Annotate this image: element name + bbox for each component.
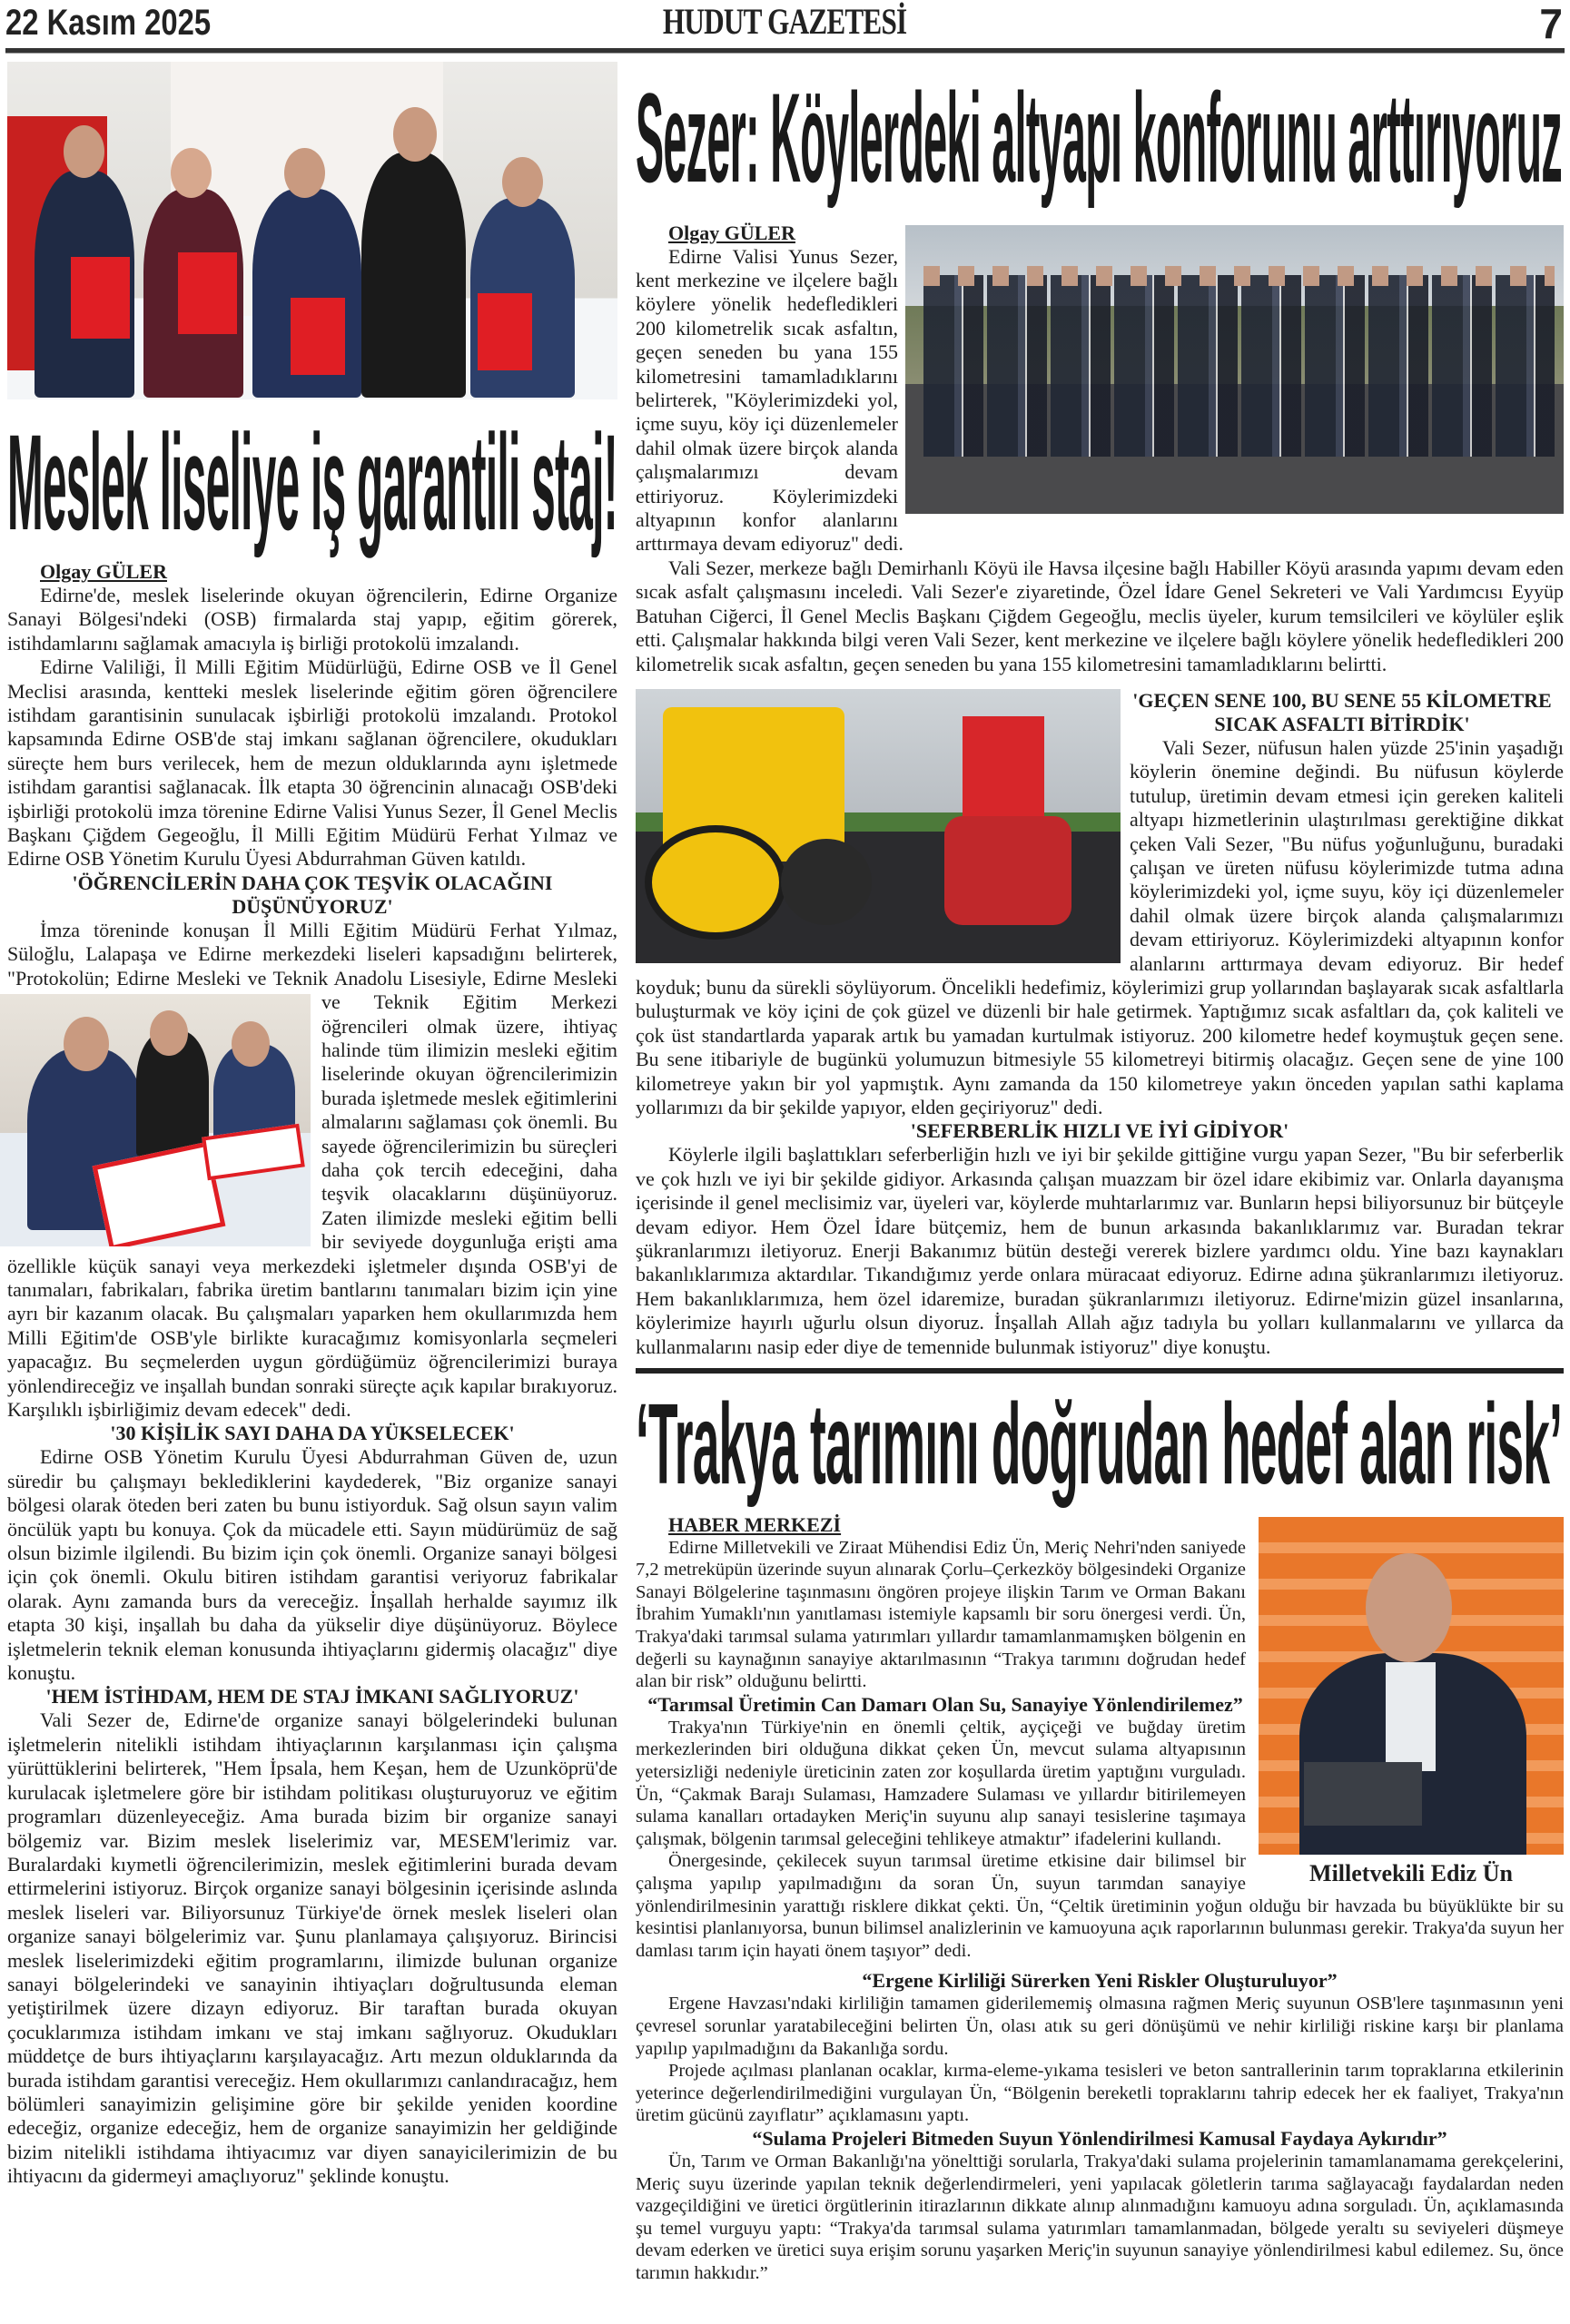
paragraph: Edirne Milletvekili ve Ziraat Mühendisi Ediz Ün, Meriç Nehri'nden saniyede 7,2 metreküpün üzerinde suyun alınarak Çorlu–Çerkezköy bölgesindeki Organize Sanayi Bölgelerine taşınmasını öngören projeye ilişkin Tarım ve Orman Bakanı İbrahim Yumaklı'nın yanıtlaması istemiyle kapsamlı bir soru önergesi verdi. Ün, Trakya'daki tarımsal sulama yatırımları yıllardır tamamlanmamışken bölgenin en değerli su kaynağının sanayiye aktarılmasının “Trakya tarımını doğrudan hedef alan bir risk” olduğunu belirtti. [636, 1537, 1246, 1692]
article-trakya-body [636, 1513, 1564, 2285]
issue-date: 22 Kasım 2025 [5, 3, 212, 43]
paragraph: Edirne Valisi Yunus Sezer, kent merkezine ve ilçelere bağlı köylere yönelik hedefledikleri 200 kilometrelik sıcak asfaltın, geçen seneden bu yana 155 kilometresini tamamladıklarını belirterek, "Köylerimizdeki yol, içme suyu, köy içi düzenlemeler dahil olmak üzere birçok alanda çalışmalarımızı devam ettiriyoruz. Köylerimizdeki altyapının konfor alanlarını arttırmaya devam ediyoruz" dedi. [636, 244, 903, 556]
headline-trakya-text: ‘Trakya tarımını doğrudan hedef alan risk’ [636, 1380, 1562, 1509]
subheading: 'GEÇEN SENE 100, BU SENE 55 KİLOMETRE SICAK ASFALTI BİTİRDİK' [1132, 688, 1552, 735]
page-number: 7 [1539, 0, 1563, 47]
paragraph: Edirne Valiliği, İl Milli Eğitim Müdürlüğü, Edirne OSB ve İl Genel Meclisi arasında, kentteki meslek liselerinde eğitim gören öğrencilere istihdam garantisinin sunulacak işbirliği protokolü imzalandı. Protokol kapsamında Edirne OSB'de staj imkanı sağlanan öğrencilere, okudukları süreçte hem burs verilecek, hem de mezun olduklarında aynı işletmede istihdam garantisi sağlanacak. İlk etapta 30 öğrencinin alınacağı OSB'deki işbirliği protokolü imza törenine Edirne Valisi Yunus Sezer, İl Genel Meclis Başkanı Çiğdem Gegeoğlu, İl Milli Eğitim Müdürü Ferhat Yılmaz ve Edirne OSB Yönetim Kurulu Üyesi Abdurrahman Güven katıldı. [7, 655, 617, 871]
photo-ediz-un-block [1259, 1517, 1564, 1887]
headline-sezer [636, 65, 1564, 211]
headline-meslek [7, 405, 617, 560]
newspaper-name [0, 0, 1570, 44]
paragraph: Edirne'de, meslek liselerinde okuyan öğrencilerin, Edirne Organize Sanayi Bölgesi'ndeki (OSB) firmalarda staj yapıp, eğitim görerek, istihdamlarını sağlamak amacıyla iş birliği protokolü imzalandı. [7, 584, 617, 655]
subheading: “Sulama Projeleri Bitmeden Suyun Yönlendirilmesi Kamusal Faydaya Aykırıdır” [752, 2126, 1447, 2150]
subheading: 'SEFERBERLİK HIZLI VE İYİ GİDİYOR' [910, 1119, 1289, 1143]
photo-caption: Milletvekili Ediz Ün [1309, 1859, 1513, 1886]
paragraph: Trakya'nın Türkiye'nin en önemli çeltik, ayçiçeği ve buğday üretim merkezlerinden biri olduğuna dikkat çeken Ün, mevcut sulama altyapısının yetersizliği nedeniyle üreticinin zaten zor koşullarda üretim yaptığını vurguladı. Ün, “Çakmak Barajı Sulaması, Hamzadere Sulaması ve yıllardır bitirilemeyen sulama kanalları ortadayken Meriç'in suyunu alıp sanayi tesislerine taşımaya çalışmak, bölgenin tarımsal geleceğini tehlikeye atmaktır” ifadelerini kullandı. [636, 1717, 1246, 1849]
paragraph: Projede açılması planlanan ocaklar, kırma-eleme-yıkama tesisleri ve beton santrallerinin tarım topraklarına etkilerinin yeterince değerlendirilmediğini vurgulayan Ün, “Bölgenin bereketli topraklarını tahrip edecek her ek faaliyet, Trakya'nın üretim gücünü zayıflatır” açıklamasını yaptı. [636, 2061, 1564, 2126]
byline: Olgay GÜLER [668, 221, 795, 244]
right-column [636, 62, 1564, 2285]
paragraph-text: Mesleki ve Teknik Eğitim Merkezi öğrencileri olmak üzere, ihtiyaç halinde tüm ilimizin mesleki eğitim liselerinde okuyan öğrencilerimizin burada işletmede meslek eğitimlerini almalarını sağlaması çok önemli. Bu sayede öğrencilerimizin bu süreçleri daha çok tercih edeceğini, daha teşvik olacaklarını düşünüyoruz. Zaten ilimizde mesleki eğitim belli bir seviyede doygunluğa erişti ama özellikle küçük sanayi veya merkezdeki işletmeler dışında OSB'yi de tanımaları, fabrikaları, fabrika üretim bantlarını tanımaları bizim için yine ayrı bir kazanım olacak. Bu çalışmaları yaparken hem okullarımızda hem Milli Eğitim'de OSB'yle birlikte kuracağımız komisyonlarla seçmeleri yapacağız. Bu seçmelerden uygun gördüğümüz öğrencilerimizi buraya yönlendireceğiz ve inşallah bundan sonraki süreçte açık kapılar bırakıyoruz. Karşılıklı işbirliğimiz devam edecek" dedi. [7, 966, 617, 1421]
subheading: 'HEM İSTİHDAM, HEM DE STAJ İMKANI SAĞLIYORUZ' [45, 1685, 579, 1709]
paragraph: Köylerle ilgili başlattıkları seferberliğin hızlı ve iyi bir şekilde gittiğine vurgu yapan Sezer, "Bu bir seferberlik ve çok hızlı ve iyi bir şekilde gidiyor. Arkasında çalışan muazzam bir özel idare ekibimiz var. Onlarla dayanışma içerisinde il genel meclisimiz var, üyeleri var, köylerde muhtarlarımız var. Bunların hepsi biliyorsunuz bir bütçeyle devam ediyor. Hem Özel İdare bütçemiz, hem de bunun arkasında bakanlıklarımız var. Buradan tekrar şükranlarımızı iletiyoruz. Enerji Bakanımız bütün desteği vererek bizlere yardımcı oldu. Yine bazı kaynakları bakanlıklarımıza aktardılar. Tıkandığımız yerde onlara müracaat ediyoruz. Edirne adına şükranlarımızı iletiyoruz. Hem bakanlıklarımıza, hem özel idaremize, buradan şükranlarımızı iletiyoruz. Edirne'mizin güzel insanlarına, köylerimize hayırlı uğurlu olsun diyoruz. İnşallah Allah ağız tadıyla bu yolları kullanmalarını ve yıllarca da kullanmalarını nasip eder diye de temennide bulunmak istiyoruz" diye konuştu. [636, 1143, 1564, 1358]
paragraph: Vali Sezer de, Edirne'de organize sanayi bölgelerindeki bulunan işletmelerin nitelikli istihdam ihtiyaçlarının karşılanması için çalışma yürüttüklerini belirterek, "Hem İpsala, hem Keşan, hem de Uzunköprü'de kurulacak işletmelere göre bir istihdam politikası oluşturuyoruz ve eğitim programları düzenleyeceğiz. Ama burada bizim bir organize sanayi bölgemiz var. Bizim meslek liselerimiz var, MESEM'lerimiz var. Buralardaki kıymetli öğrencilerimizin, meslek eğitimlerini burada devam ettirmelerini istiyoruz. Birçok organize sanayi bölgesinin içerisinde aslında meslek liseleri var. Biliyorsunuz Türkiye'de örnek meslek liseleri olan organize sanayi bölgelerimiz var. Şunu planlamaya çalışıyoruz. Birincisi meslek liselerimizdeki eğitim programlarını, ilimizde bulunan organize sanayi bölgelerindeki ve sanayinin ihtiyaçları doğrultusunda eleman yetiştirilmek üzere dizayn ediyoruz. Bir taraftan burada okuyan çocuklarımıza istihdam imkanı ve staj imkanı sağlıyoruz. Okudukları müddetçe de burs ihtiyaçlarını karşılayacağız. Artı mezun olduklarında da burada istihdam garantisi vereceğiz. Hem okullarımızı canlandıracağız, hem bölümleri sanayimizin gelişimine göre bir şekilde yeniden koordine edeceğiz, organize edeceğiz, hem de organize sanayimizin her geldiğinde bizim nitelikli istihdama ihtiyacımız var diyen sanayicilerimizin de bu ihtiyacını da gidermeyi amaçlıyoruz" şeklinde konuştu. [7, 1709, 617, 2188]
photo-protocol-signing [0, 994, 311, 1246]
paragraph: Vali Sezer, merkeze bağlı Demirhanlı Köyü ile Havsa ilçesine bağlı Habiller Köyü arasında yapımı devam eden sıcak asfalt çalışmasını inceledi. Vali Sezer'e ziyaretinde, Özel İdare Genel Sekreteri ve Vali Yardımcısı Eyyüp Batuhan Ciğerci, İl Genel Meclis Başkanı Çiğdem Gegeoğlu, meclis üyeler, kurum temsilcileri ve köylüler eşlik etti. Çalışmalar hakkında bilgi veren Vali Sezer, kent merkezine ve ilçelere bağlı köylere yönelik hedefledikleri 200 kilometrelik sıcak asfaltın, geçen seneden bu yana 155 kilometresini tamamladıklarını belirtti. [636, 556, 1564, 675]
photo-protocol-signing-group [7, 62, 617, 399]
paragraph [7, 919, 617, 1423]
subheading: '30 KİŞİLİK SAYI DAHA DA YÜKSELECEK' [110, 1422, 515, 1445]
headline-trakya [636, 1379, 1564, 1510]
headline-meslek-text: Meslek liseliye iş garantili staj! [7, 406, 617, 558]
subheading: “Tarımsal Üretimin Can Damarı Olan Su, Sanayiye Yönlendirilemez” [647, 1692, 1243, 1716]
subheading: “Ergene Kirliliği Sürerken Yeni Riskler Oluşturuluyor” [862, 1969, 1338, 1993]
paragraph: Vali Sezer, nüfusun halen yüzde 25'inin yaşadığı köylerin önemine değindi. Bu nüfusun köylerde tutulup, üretimin devam etmesi için gereken kaliteli altyapı hizmetlerinin ulaştırılması gerektiğine dikkat çeken Vali Sezer, "Bu nüfus yoğunluğunu, buradaki çalışan ve üreten nüfusu köylerimizde tutma adına köylerimizdeki yol, içme suyu, köy içi düzenlemeler dahil olmak üzere birçok alanda çalışmalarımızı devam ettiriyoruz. Köylerimizdeki altyapının konfor alanlarını arttırmaya devam ediyoruz. Bir hedef koyduk; bunu da sürekli söylüyorum. Öncelikli hedefimiz, köylerimizi grup yollarından başlayarak sıcak asfaltlarla buluşturmak ve köy içini de çok güzel ve düzenli bir hale getirmek. Yaptığımız sıcak asfaltları da, çok kaliteli ve çok üst standartlarda yaparak artık bu yamadan kurtulmak istiyoruz. 200 kilometre hedef koymuştuk geçen sene. Bu sene itibariyle de bugünkü yolumuzun bitmesiyle 55 kilometreyi bitirmiş olacağız. Geçen sene de yine 100 kilometreye yakın bir yol yapmıştık. Aynı zamanda da 150 kilometreye yakın önceden yapılan sathi kaplama yollarımızı da bir şekilde yapıyor, elden geçiriyoruz" dedi. [636, 735, 1564, 1118]
article-meslek [7, 62, 617, 2189]
section-divider [636, 1368, 1564, 1374]
photo-asphalt-roller [636, 689, 1121, 963]
header-divider [5, 48, 1565, 54]
article-meslek-body [7, 560, 617, 2189]
photo-ediz-un [1259, 1517, 1564, 1855]
paragraph: Ergene Havzası'ndaki kirliliğin tamamen giderilememiş olmasına rağmen Meriç suyunun OSB'lere taşınmasının yeni çevresel sorunlar yaratabileceğini belirten Ün, olası atık su geri dönüşümü ve nehir kirliliği riskine karşı bir planlama yapılıp yapılmadığını da Bakanlığa sordu. [636, 1994, 1564, 2059]
paragraph: Ün, Tarım ve Orman Bakanlığı'na yönelttiği sorularla, Trakya'daki sulama projelerinin tamamlanamama gerekçelerini, Meriç suyu üzerinde yapılan teknik değerlendirmeleri, yeni yapılacak göletlerin tarıma sağlayacağı faydalardan neden vazgeçildiğini ve üretici örgütlerinin itirazlarının dikkate alınıp alınmadığını kamuoyu adına sorguladı. Ün, açıklamasında şu temel vurguyu yaptı: “Trakya'da tarımsal sulama yatırımları tamamlanmadan, bölgede yeraltı su seviyeleri düşmeye devam ederken ve üretici suya erişim sorunu yaşarken Meriç'in suyunun sanayiye yönlendirilmesi kabul edilemez. Su, önce tarımın hakkıdır.” [636, 2151, 1564, 2283]
byline: HABER MERKEZİ [668, 1512, 842, 1536]
subheading: 'ÖĞRENCİLERİN DAHA ÇOK TEŞVİK OLACAĞINI DÜŞÜNÜYORUZ' [72, 871, 553, 918]
paragraph: Önergesinde, çekilecek suyun tarımsal üretime etkisine dair bilimsel bir çalışma yapılıp yapılmadığını da soran Ün, suyun tarımdan sanayiye yönlendirilmesinin yarattığı risklere dikkat çekti. Ün, “Çeltik üretiminin yoğun olduğu bir havzada bu büyüklükte bir su kesintisi planlanıyorsa, bunun bilimsel analizlerinin ve kamuoyuna açık raporlarının bulunması gerekir. Trakya'da suyun her damlası tarım için hayati önem taşıyor” dedi. [636, 1851, 1564, 1961]
article-sezer-body [636, 222, 1564, 1359]
byline: Olgay GÜLER [40, 560, 167, 583]
headline-sezer-text: Sezer: Köylerdeki altyapı konforunu arttırıyoruz [636, 66, 1562, 209]
paragraph-text: İmza töreninde konuşan İl Milli Eğitim Müdürü Ferhat Yılmaz, Süloğlu, Lalapaşa ve Edirne merkezdeki liseleri kapsadığını belirterek, "Protokolün; Edirne Mesleki ve Teknik Anadolu Lisesiyle, Edirne [7, 918, 617, 990]
newspaper-name-text: HUDUT GAZETESİ [663, 1, 907, 42]
photo-officials-at-road [905, 225, 1564, 514]
paragraph: Edirne OSB Yönetim Kurulu Üyesi Abdurrahman Güven de, uzun süredir bu çalışmayı beklediklerini kaydederek, "Biz organize sanayi bölgesi olarak öteden beri zaten bu bunu istiyorduk. Sağ olsun sayın valim öncülük yaptı bu konuya. Çok da mücadele etti. Sayın müdürümüz de sağ olsun bizimle ilgilendi. Bu bizim için çok önemli. Organize sanayi bölgesi için çok önemli. Okulu bitiren istihdam garantisi veriyoruz fabrikalar olarak. Aynı zamanda burs da vereceğiz. İnşallah herhalde sayımız ilk etapta 30 kişi, inşallah bu daha da yükselir diye düşünüyoruz. Böylece işletmelerin teknik eleman konusunda ihtiyaçlarını gidermiş olacağız" diye konuştu. [7, 1445, 617, 1685]
